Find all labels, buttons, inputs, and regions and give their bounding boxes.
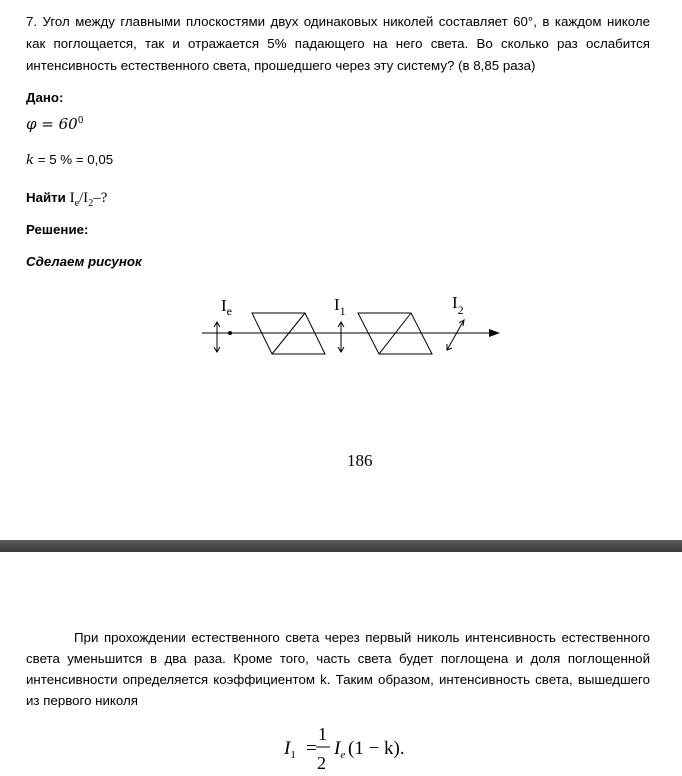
natural-light-dot-icon	[228, 331, 232, 335]
find-expression	[69, 190, 108, 209]
problem-statement: 7. Угол между главными плоскостями двух одинаковых николей составляет 60°, в каждом николе как поглощается, так и отражается 5% падающего на него света. Во сколько раз ослабится интенсивность естественного света, прошедшего через эту систему? (в 8,85 раза)	[26, 14, 650, 73]
drawing-note: Сделаем рисунок	[26, 254, 142, 269]
given-heading: Дано:	[26, 90, 64, 105]
page-divider	[0, 540, 682, 552]
intensity-formula	[282, 720, 442, 776]
k-value: = 5 % = 0,05	[34, 152, 114, 167]
find-row	[26, 190, 107, 209]
solution-paragraph	[26, 627, 650, 711]
angle-value: φ = 60	[26, 115, 78, 133]
k-symbol: k	[26, 153, 35, 168]
label-ie: $I_e$	[221, 296, 232, 318]
axis-arrow-icon	[489, 329, 500, 337]
find-ie-sub: e	[74, 198, 80, 209]
given-angle	[26, 115, 83, 133]
find-label: Найти	[26, 190, 66, 205]
formula-denominator: 2	[317, 753, 326, 773]
nicol-diagram	[200, 290, 510, 370]
find-i2-sub: 2	[88, 198, 94, 209]
formula-ie: $I_e$	[334, 738, 346, 761]
find-ie: I	[69, 190, 75, 206]
find-i2: /I	[79, 190, 89, 206]
formula-numerator: 1	[318, 724, 327, 744]
angle-degree: 0	[77, 116, 84, 126]
formula-equals: =	[306, 738, 317, 759]
solution-paragraph-text: При прохождении естественного света через первый николь интенсивность естественного света уменьшится в два раза. Кроме того, часть света будет поглощена и доля поглощенной интенсивности определяется коэффициентом k. Таким образом, интенсивность света, вышедшего из первого николя	[26, 630, 650, 708]
formula-parenthesis: (1 − k).	[348, 738, 405, 759]
label-i1: $I_1$	[334, 295, 346, 318]
page-number: 186	[347, 451, 373, 470]
formula-lhs: $I_1$	[284, 738, 296, 761]
given-coefficient	[26, 152, 113, 168]
find-tail: –?	[93, 190, 108, 206]
rotated-light-arrow-icon	[447, 320, 464, 350]
solution-heading: Решение:	[26, 222, 89, 237]
label-i2: $I_2$	[452, 293, 464, 317]
